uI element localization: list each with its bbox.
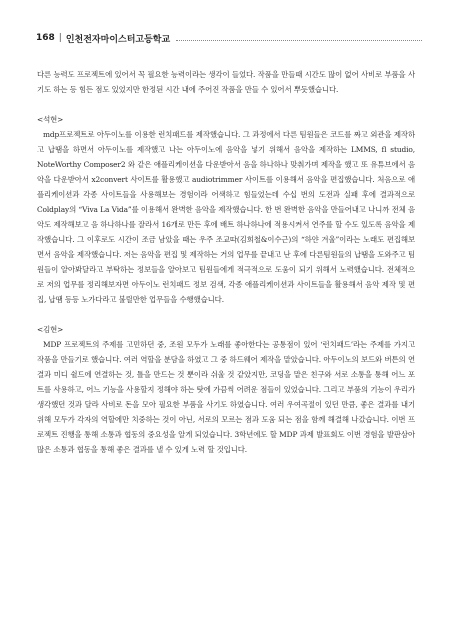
header-dotted-rule	[176, 39, 422, 41]
section-body-seokhyun: mdp프로젝트로 아두이노를 이용한 런치패드를 제작했습니다. 그 과정에서 다른 팀원들은 코드를 짜고 외관을 제작하고 납땜을 하면서 아두이노를 제작했고 나는 아두이노에 음악을 넣기 위해서 음악을 제작하는 LMMS, fl studio, NoteWorthy Composer2 와 같은 애플리케이션을 다운받아서 음을 하나하나 맞춰가며 제작을 했고 또 유튜브에서 음악을 다운받아서 x2convert 사이트를 활용했고 audiotrimmer 사이트를 이용해서 음악을 편집했습니다. 처음으로 애플리케이션과 각종 사이트들을 사용해보는 경험이라 어색하고 힘들었는데 수십 번의 도전과 실패 후에 결과적으로 Coldplay의 “Viva La Vida”를 이용해서 완벽한 음악을 제작했습니다. 한 번 완벽한 음악을 만들어내고 나니까 전체 음악도 제작해보고 음 하나하나를 잘라서 16개로 만든 후에 배트 하나하나에 적용시켜서 연주를 할 수도 있도록 음악을 제작했습니다. 그 이후로도 시간이 조금 남았을 때는 우주 조교따(김희철&이수근)의 “하얀 겨울”이라는 노래도 편집해보면서 음악을 제작했습니다. 저는 음악을 편집 및 제작하는 거의 업무를 끝내고 난 후에 다른팀원들의 납땜을 도와주고 팀원들이 알아봐달라고 부탁하는 정보들을 알아보고 팀원들에게 적극적으로 도움이 되기 위해서 노력했습니다. 전체적으로 저의 업무를 정리해보자면 아두이노 런치패드 정보 검색, 각종 애플리케이션과 사이트들을 활용해서 음악 제작 및 편집, 납땜 등등 노가다라고 불릴만한 업무들을 수행했습니다.	[37, 130, 415, 304]
section-heading-seokhyun: <석현>	[37, 115, 64, 124]
section-heading-kimhyun: <김현>	[37, 325, 64, 334]
section-body-kimhyun: MDP 프로젝트의 주제를 고민하던 중, 조원 모두가 노래를 좋아한다는 공통점이 있어 ‘런치패드’라는 주제를 가지고 작품을 만들기로 했습니다. 여러 역할을 분담을 하였고 그 중 하드웨어 제작을 맡았습니다. 아두이노의 보드와 버튼의 연결과 미디 쉴드에 연결하는 것, 틀을 만드는 것 뿐이라 쉬울 것 같았지만, 코딩을 맡은 친구와 서로 소통을 통해 어느 포트를 사용하고, 어느 기능을 사용할지 정해야 하는 탓에 가끔씩 어려운 점들이 있었습니다. 그리고 부품의 기능이 우리가 생각했던 것과 달라 사비로 돈을 모아 필요한 부품을 사기도 하였습니다. 여러 우여곡절이 있던 만큼, 좋은 결과를 내기 위해 모두가 각자의 역할에만 치중하는 것이 아닌, 서로의 모르는 점과 도움 되는 점을 함께 해결해 나갔습니다. 이번 프로젝트 진행을 통해 소통과 협동의 중요성을 알게 되었습니다. 3학년에도 할 MDP 과제 발표회도 이번 경험을 발판삼아 많은 소통과 협동을 통해 좋은 결과를 낼 수 있게 노력 할 것입니다.	[37, 340, 415, 454]
page-header	[36, 31, 422, 45]
intro-paragraph: 다른 능력도 프로젝트에 있어서 꼭 필요한 능력이라는 생각이 들었다. 작품을 만들때 시간도 많이 없어 사비로 부품을 사기도 하는 등 힘든 점도 있었지만 한정된 시간 내에 주어진 작품을 만들 수 있어서 뿌듯했습니다.	[37, 70, 415, 94]
document-body	[37, 67, 415, 457]
header-separator: |	[58, 33, 62, 43]
school-name: 인천전자마이스터고등학교	[65, 34, 171, 45]
page-number: 168	[36, 33, 55, 43]
